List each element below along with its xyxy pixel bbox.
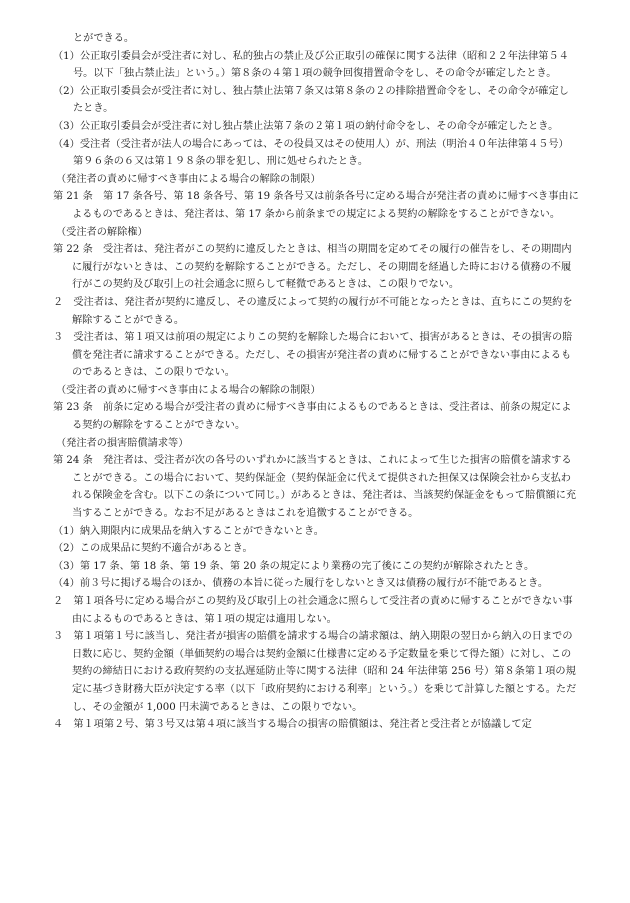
list-item: （2）公正取引委員会が受注者に対し、独占禁止法第７条又は第８条の２の排除措置命令をし、その命令が確定したとき。 [53,85,569,115]
article-24: 第 24 条 発注者は、受注者が次の各号のいずれかに該当するときは、これによって生じた損害の賠償を請求することができる。この場合において、契約保証金（契約保証金に代えて提供された担保又は保険会社から支払われる保険金を含む。以下この条について同じ。）があるときは、発注者は、当該契約保証金をもって賠償額に充当することができる。なお不足があるときはこれを追徴することができる。 [53,455,577,520]
article-22: 第 22 条 受注者は、発注者がこの契約に違反したときは、相当の期間を定めてその履行の催告をし、その期間内に履行がないときは、この契約を解除することができる。ただし、その期間を経過した時における債務の不履行がこの契約及び取引上の社会通念に照らして軽微であるときは、この限りでない。 [53,244,572,291]
contract-document [0,30,630,734]
list-item: （2）この成果品に契約不適合があるとき。 [53,543,253,555]
paragraph: ４ 第１項第２号、第３号又は第４項に該当する場合の損害の賠償額は、発注者と受注者とが協議して定 [53,719,532,731]
article-heading: （受注者の解除権） [56,226,148,238]
list-item: （3）公正取引委員会が受注者に対し独占禁止法第７条の２第１項の納付命令をし、その命令が確定したとき。 [53,120,559,132]
paragraph: ２ 受注者は、発注者が契約に違反し、その違反によって契約の履行が不可能となったときは、直ちにこの契約を解除することができる。 [53,296,573,326]
list-item: （4）前３号に掲げる場合のほか、債務の本旨に従った履行をしないとき又は債務の履行が不能であるとき。 [53,578,549,590]
paragraph: ２ 第１項各号に定める場合がこの契約及び取引上の社会通念に照らして受注者の責めに帰することができない事由によるものであるときは、第１項の規定は適用しない。 [53,596,573,625]
article-23: 第 23 条 前条に定める場合が受注者の責めに帰すべき事由によるものであるときは、受注者は、前条の規定による契約の解除をすることができない。 [53,402,572,432]
paragraph: ３ 第１項第１号に該当し、発注者が損害の賠償を請求する場合の請求額は、納入期限の翌日から納入の日までの日数に応じ、契約金額（単価契約の場合は契約金額に仕様書に定める予定数量を乗じて得た額）に対し、この契約の締結日における政府契約の支払遅延防止等に関する法律（昭和 24 年法律第 256 号）第８条第１項の規定に基づき財務大臣が決定する率（以下「政府契約における利率」という。）を乗じて計算した額とする。ただし、その金額が 1,000 円未満であるときは、この限りでない。 [53,631,577,713]
article-heading: （受注者の責めに帰すべき事由による場合の解除の制限） [56,384,321,396]
article-heading: （発注者の損害賠償請求等） [56,437,189,449]
article-heading: （発注者の責めに帰すべき事由による場合の解除の制限） [56,173,321,185]
list-item: （3）第 17 条、第 18 条、第 19 条、第 20 条の規定により業務の完了後にこの契約が解除されたとき。 [53,560,535,572]
list-item: （4）受注者（受注者が法人の場合にあっては、その役員又はその使用人）が、刑法（明治４０年法律第４５号）第９６条の６又は第１９８条の罪を犯し、刑に処せられたとき。 [53,138,569,168]
list-item: （1）納入期限内に成果品を納入することができないとき。 [53,525,324,537]
list-item: （1）公正取引委員会が受注者に対し、私的独占の禁止及び公正取引の確保に関する法律（昭和２２年法律第５４号。以下「独占禁止法」という。）第８条の４第１項の競争回復措置命令をし、その命令が確定したとき。 [53,50,569,80]
paragraph: ３ 受注者は、第１項又は前項の規定によりこの契約を解除した場合において、損害があるときは、その損害の賠償を発注者に請求することができる。ただし、その損害が発注者の責めに帰することができない事由によるものであるときは、この限りでない。 [53,332,573,379]
continuation-line: とができる。 [73,33,135,44]
article-21: 第 21 条 第 17 条各号、第 18 条各号、第 19 条各号又は前条各号に定める場合が発注者の責めに帰すべき事由によるものであるときは、発注者は、第 17 条から前条までの規定による契約の解除をすることができない。 [53,191,579,220]
